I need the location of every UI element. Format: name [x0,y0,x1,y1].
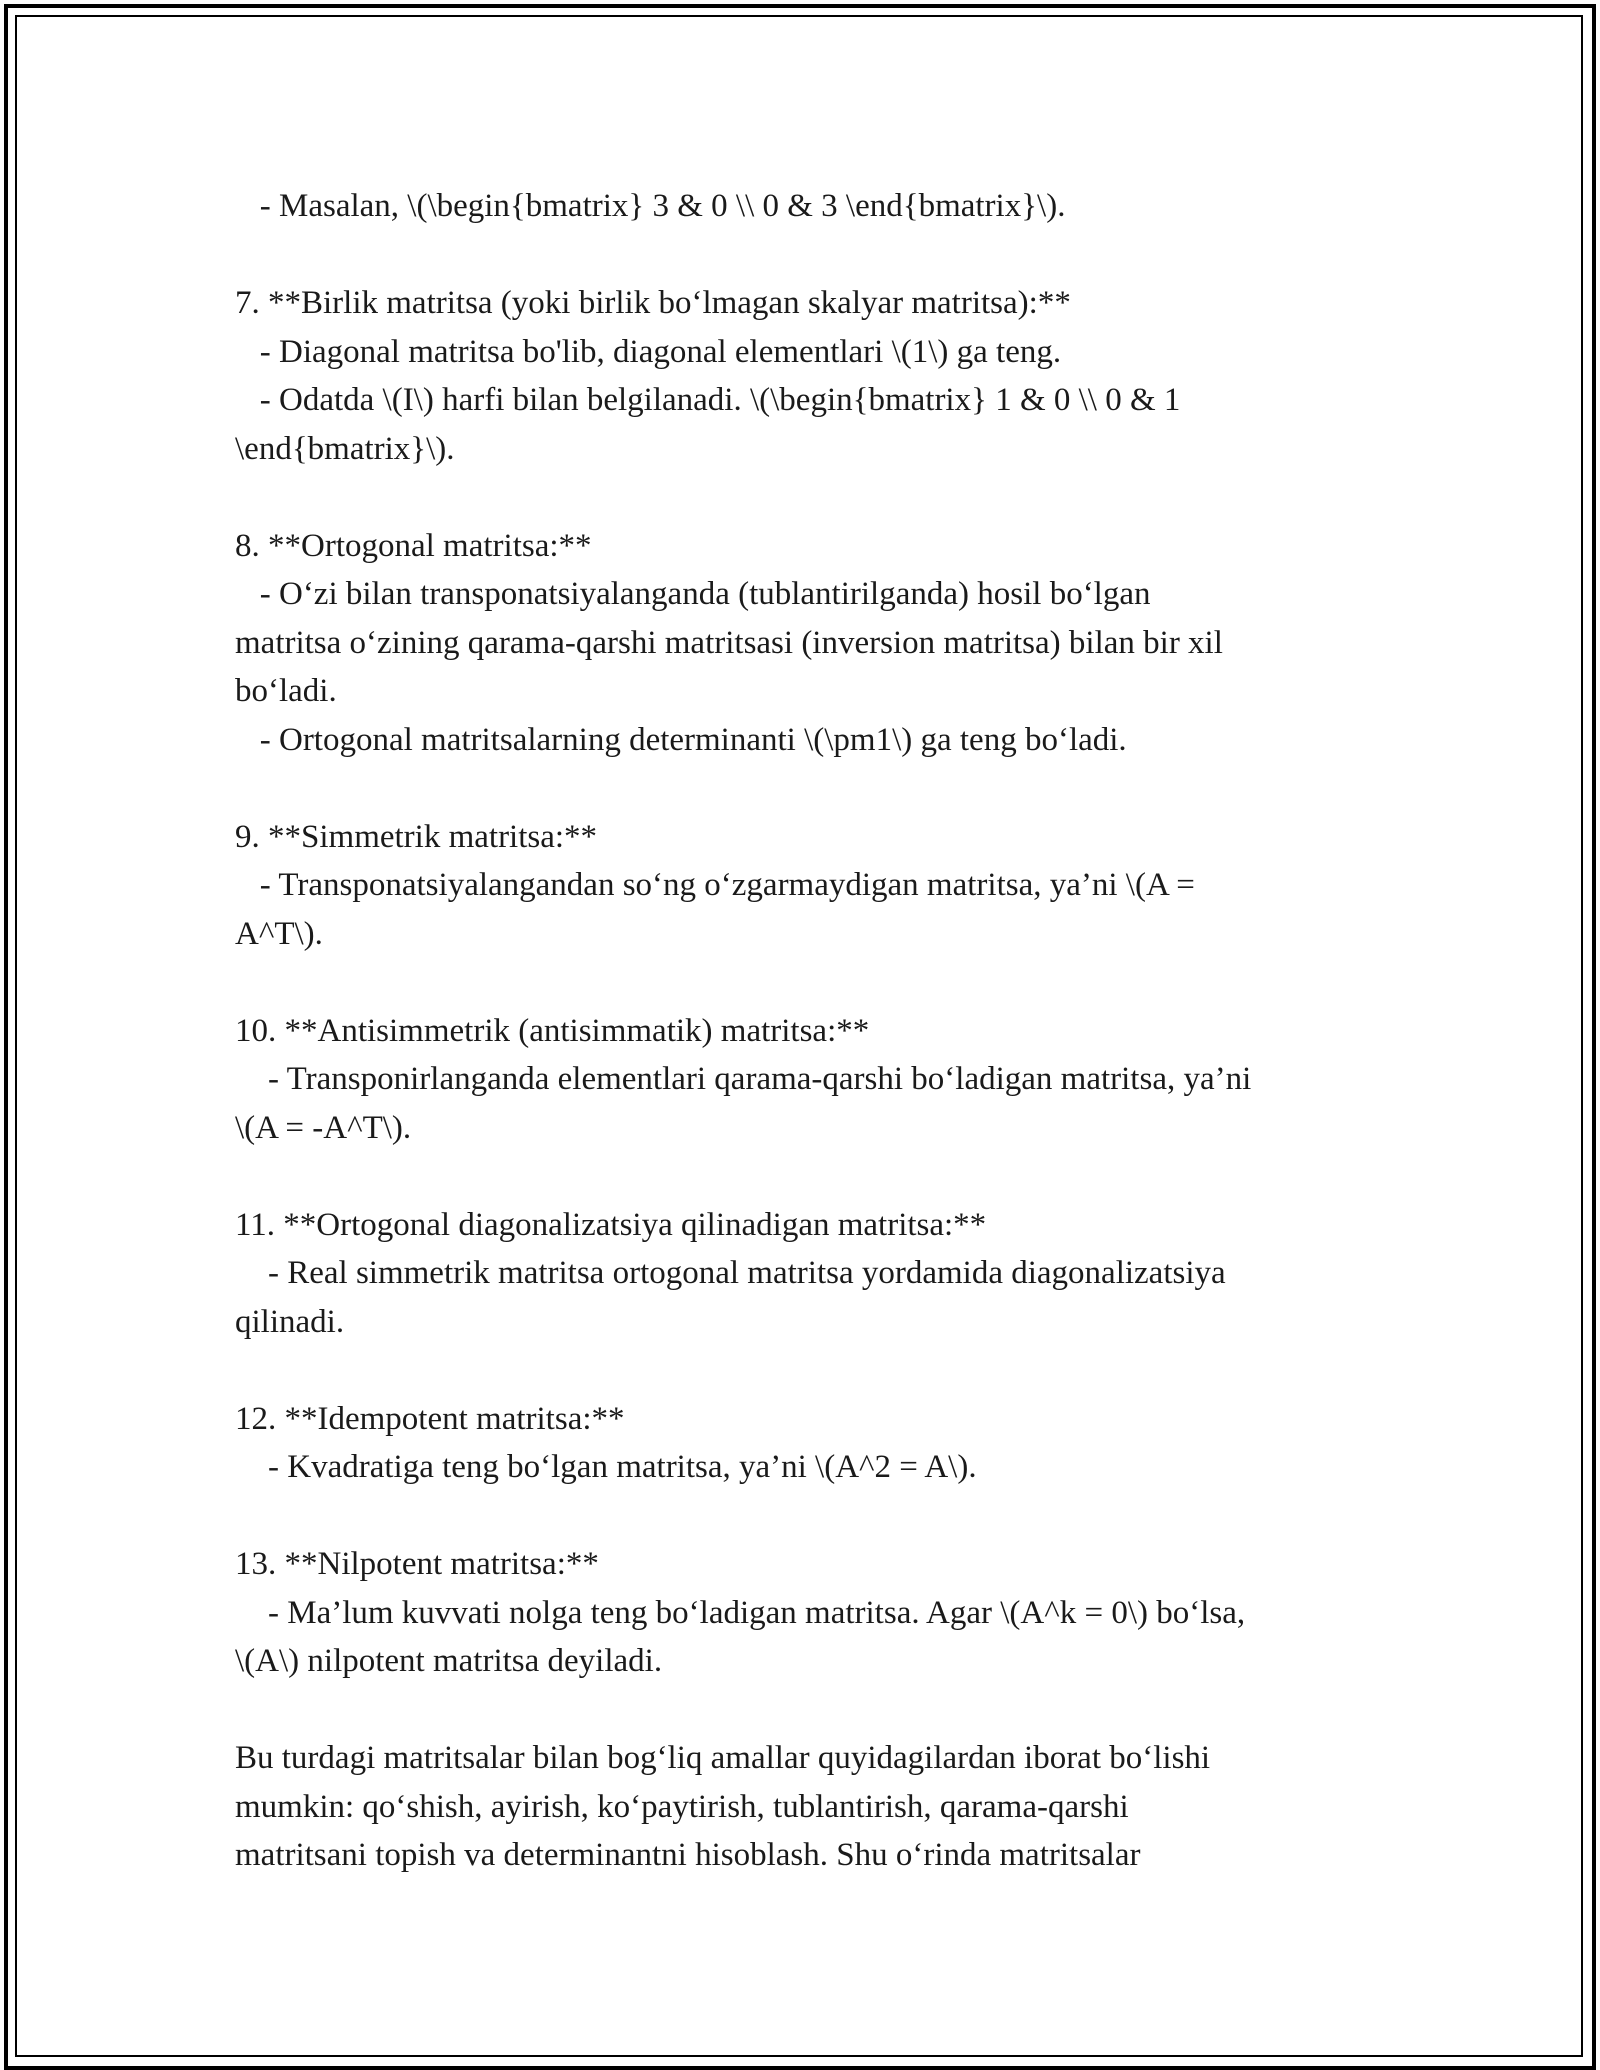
text-line: A^T\). [235,915,323,952]
text-line: \end{bmatrix}\). [235,430,455,467]
text-line: - Transponatsiyalangandan so‘ng o‘zgarmaydigan matritsa, ya’ni \(A = [235,867,1195,903]
item-13-heading: 13. **Nilpotent matritsa:** [235,1546,599,1582]
blank-line [235,1152,1375,1201]
blank-line [235,1686,1375,1735]
closing-paragraph-line: matritsani topish va determinantni hisoblash. Shu o‘rinda matritsalar [235,1837,1141,1873]
text-line: - Diagonal matritsa bo'lib, diagonal elementlari \(1\) ga teng. [235,333,1062,370]
item-11-heading: 11. **Ortogonal diagonalizatsiya qilinadigan matritsa:** [235,1206,987,1243]
text-line: - Kvadratiga teng bo‘lgan matritsa, ya’ni \(A^2 = A\). [235,1449,977,1485]
item-10-heading: 10. **Antisimmetrik (antisimmatik) matritsa:** [235,1012,870,1049]
text-line: - O‘zi bilan transponatsiyalanganda (tublantirilganda) hosil bo‘lgan [235,576,1151,612]
text-line: - Masalan, \(\begin{bmatrix} 3 & 0 \\ 0 & 3 \end{bmatrix}\). [235,188,1066,224]
item-7-heading: 7. **Birlik matritsa (yoki birlik bo‘lmagan skalyar matritsa):** [235,285,1071,321]
blank-line [235,1346,1375,1395]
blank-line [235,958,1375,1007]
item-8-heading: 8. **Ortogonal matritsa:** [235,527,592,564]
text-line: - Real simmetrik matritsa ortogonal matritsa yordamida diagonalizatsiya [235,1255,1226,1291]
closing-paragraph-line: mumkin: qo‘shish, ayirish, ko‘paytirish, tublantirish, qarama-qarshi [235,1788,1129,1825]
text-line: - Ortogonal matritsalarning determinanti \(\pm1\) ga teng bo‘ladi. [235,721,1127,758]
text-line: \(A\) nilpotent matritsa deyiladi. [235,1643,663,1679]
text-line: - Transponirlanganda elementlari qarama-qarshi bo‘ladigan matritsa, ya’ni [235,1061,1252,1097]
blank-line [235,1492,1375,1541]
blank-line [235,473,1375,522]
item-12-heading: 12. **Idempotent matritsa:** [235,1400,625,1437]
text-line: qilinadi. [235,1303,345,1340]
blank-line [235,231,1375,280]
text-line: \(A = -A^T\). [235,1109,412,1146]
document-body [235,182,1375,1880]
text-line: - Odatda \(I\) harfi bilan belgilanadi. \(\begin{bmatrix} 1 & 0 \\ 0 & 1 [235,382,1181,418]
closing-paragraph-line: Bu turdagi matritsalar bilan bog‘liq amallar quyidagilardan iborat bo‘lishi [235,1740,1211,1776]
text-line: - Ma’lum kuvvati nolga teng bo‘ladigan matritsa. Agar \(A^k = 0\) bo‘lsa, [235,1594,1246,1631]
text-line: matritsa o‘zining qarama-qarshi matritsasi (inversion matritsa) bilan bir xil [235,624,1223,661]
text-line: bo‘ladi. [235,673,337,709]
item-9-heading: 9. **Simmetrik matritsa:** [235,818,598,855]
blank-line [235,764,1375,813]
